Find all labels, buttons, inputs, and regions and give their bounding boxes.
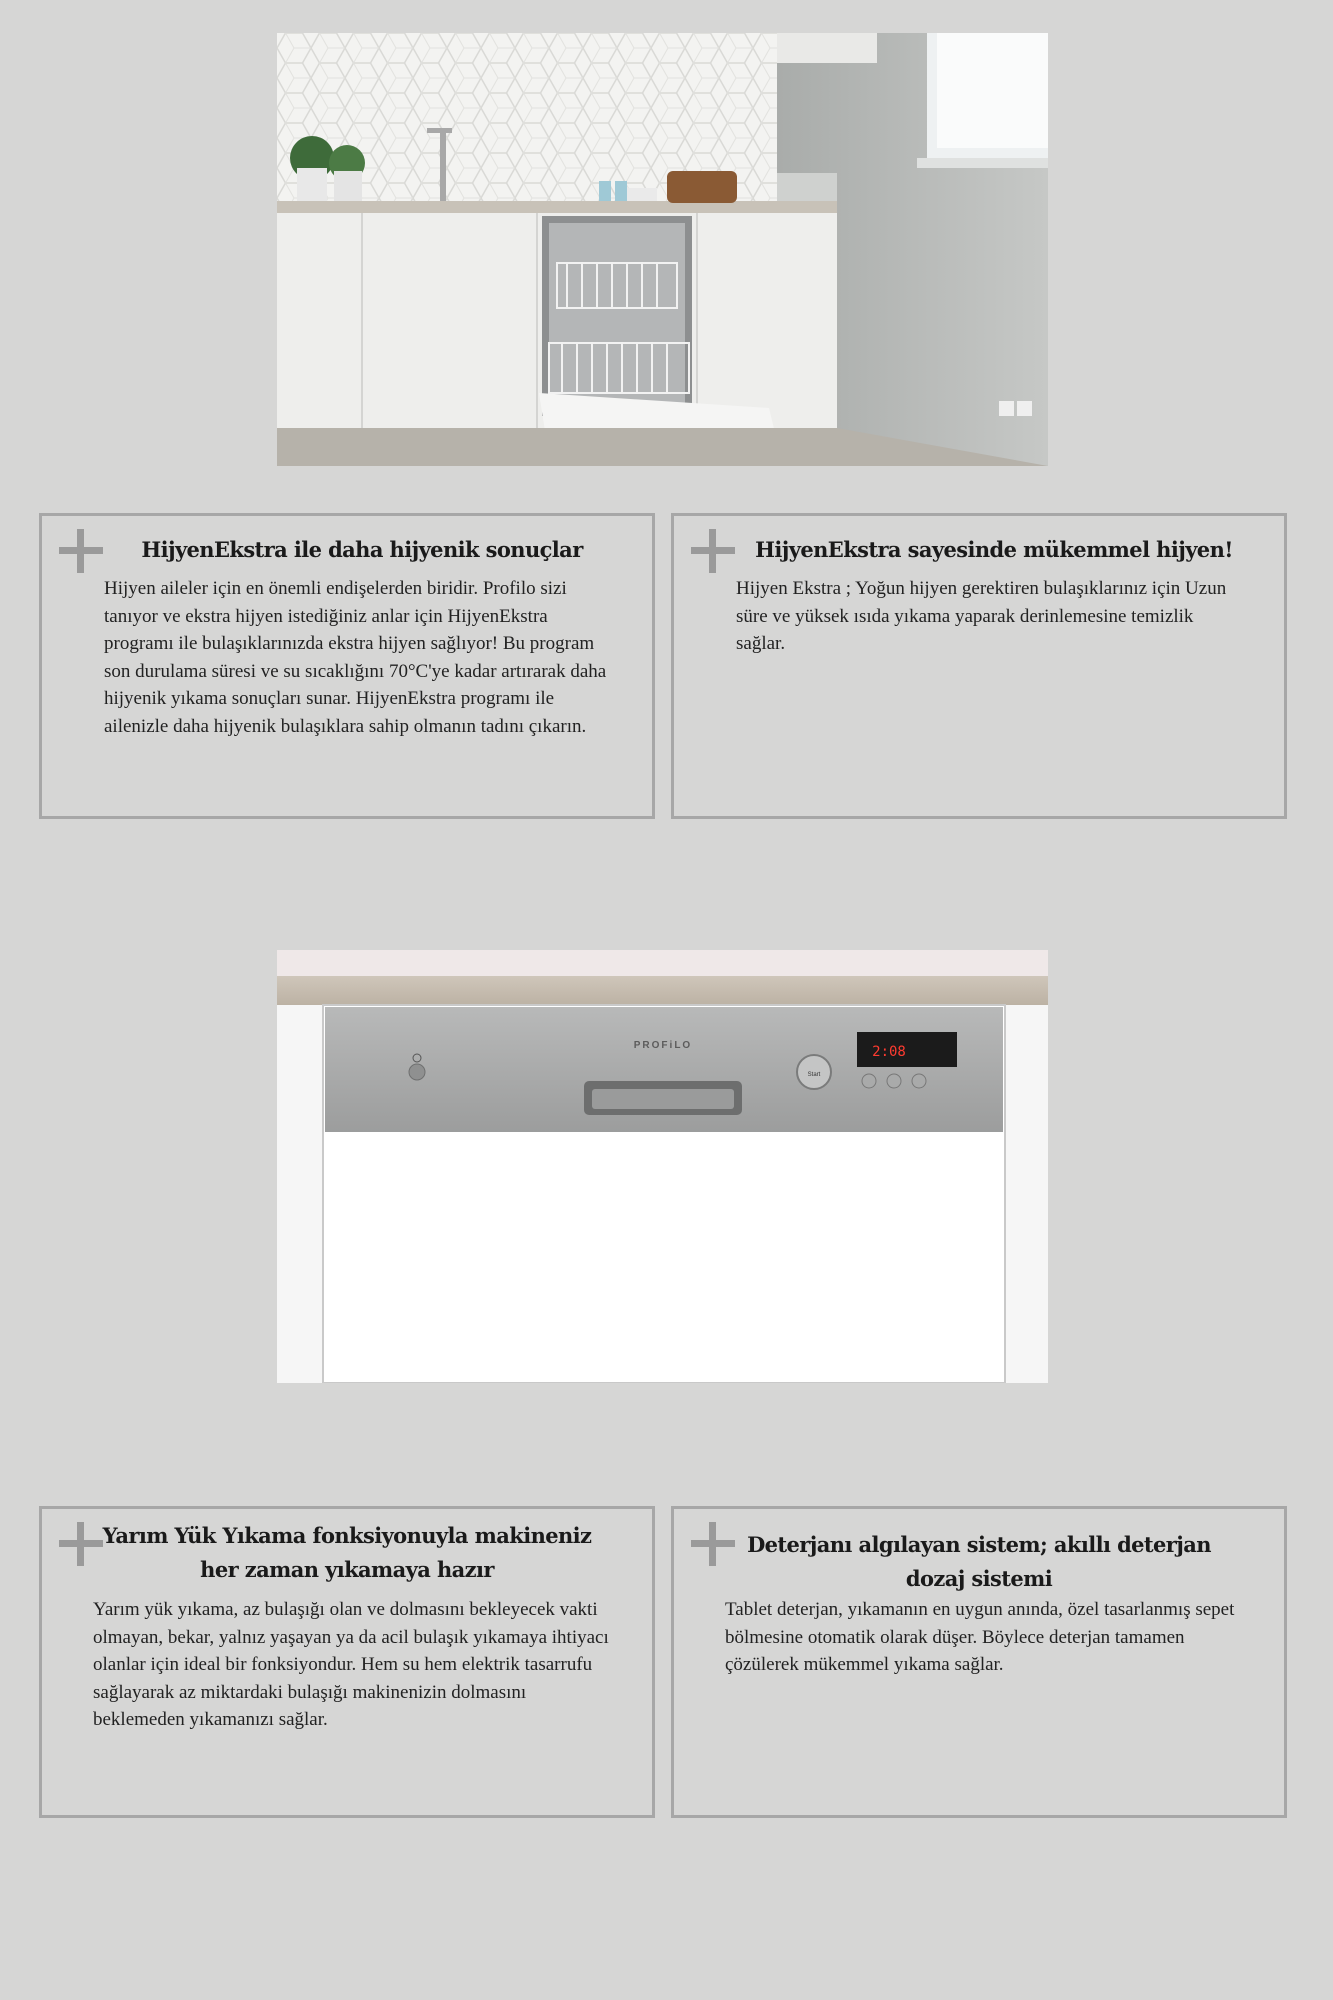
- plus-icon[interactable]: [59, 1522, 103, 1566]
- feature-card-hygiene-extra: [39, 513, 655, 819]
- feature-body: Yarım yük yıkama, az bulaşığı olan ve dolmasını bekleyecek vakti olmayan, bekar, yalnız yaşayan ya da acil bulaşık yıkamaya ihtiyacı olanlar için ideal bir fonksiyondur. Hem su hem elektrik tasarrufu sağlayarak az miktardaki bulaşığı makinenizin dolmasını beklemeden yıkamanızı sağlar.: [93, 1599, 609, 1730]
- plus-icon[interactable]: [691, 1522, 735, 1566]
- feature-card-detergent-dosing: [671, 1506, 1287, 1818]
- feature-card-half-load: [39, 1506, 655, 1818]
- dishwasher-control-panel-photo: [277, 950, 1048, 1383]
- feature-title: HijyenEkstra ile daha hijyenik sonuçlar: [141, 537, 583, 562]
- feature-title: Deterjanı algılayan sistem; akıllı deterjan dozaj sistemi: [747, 1532, 1211, 1591]
- feature-body: Hijyen aileler için en önemli endişelerden biridir. Profilo sizi tanıyor ve ekstra hijyen istediğiniz anlar için HijyenEkstra programı ile bulaşıklarınızda ekstra hijyen sağlıyor! Bu program son durulama süresi ve su sıcaklığını 70°C'ye kadar artırarak daha hijyenik yıkama sonuçları sunar. HijyenEkstra programı ile ailenizle daha hijyenik bulaşıklara sahip olmanın tadını çıkarın.: [104, 578, 607, 737]
- svg-text:2:08: 2:08: [872, 1044, 906, 1060]
- feature-title: HijyenEkstra sayesinde mükemmel hijyen!: [755, 537, 1233, 562]
- feature-title: Yarım Yük Yıkama fonksiyonuyla makineniz her zaman yıkamaya hazır: [102, 1523, 592, 1582]
- plus-icon[interactable]: [691, 529, 735, 573]
- feature-body: Hijyen Ekstra ; Yoğun hijyen gerektiren bulaşıklarınız için Uzun süre ve yüksek ısıda yıkama yaparak derinlemesine temizlik sağlar.: [736, 578, 1227, 654]
- feature-body: Tablet deterjan, yıkamanın en uygun anında, özel tasarlanmış sepet bölmesine otomatik olarak düşer. Böylece deterjan tamamen çözülerek mükemmel yıkama sağlar.: [725, 1599, 1235, 1675]
- svg-text:Start: Start: [807, 1072, 821, 1078]
- kitchen-dishwasher-photo: [277, 33, 1048, 466]
- feature-card-perfect-hygiene: [671, 513, 1287, 819]
- plus-icon[interactable]: [59, 529, 103, 573]
- svg-text:PROFiLO: PROFiLO: [633, 1040, 693, 1051]
